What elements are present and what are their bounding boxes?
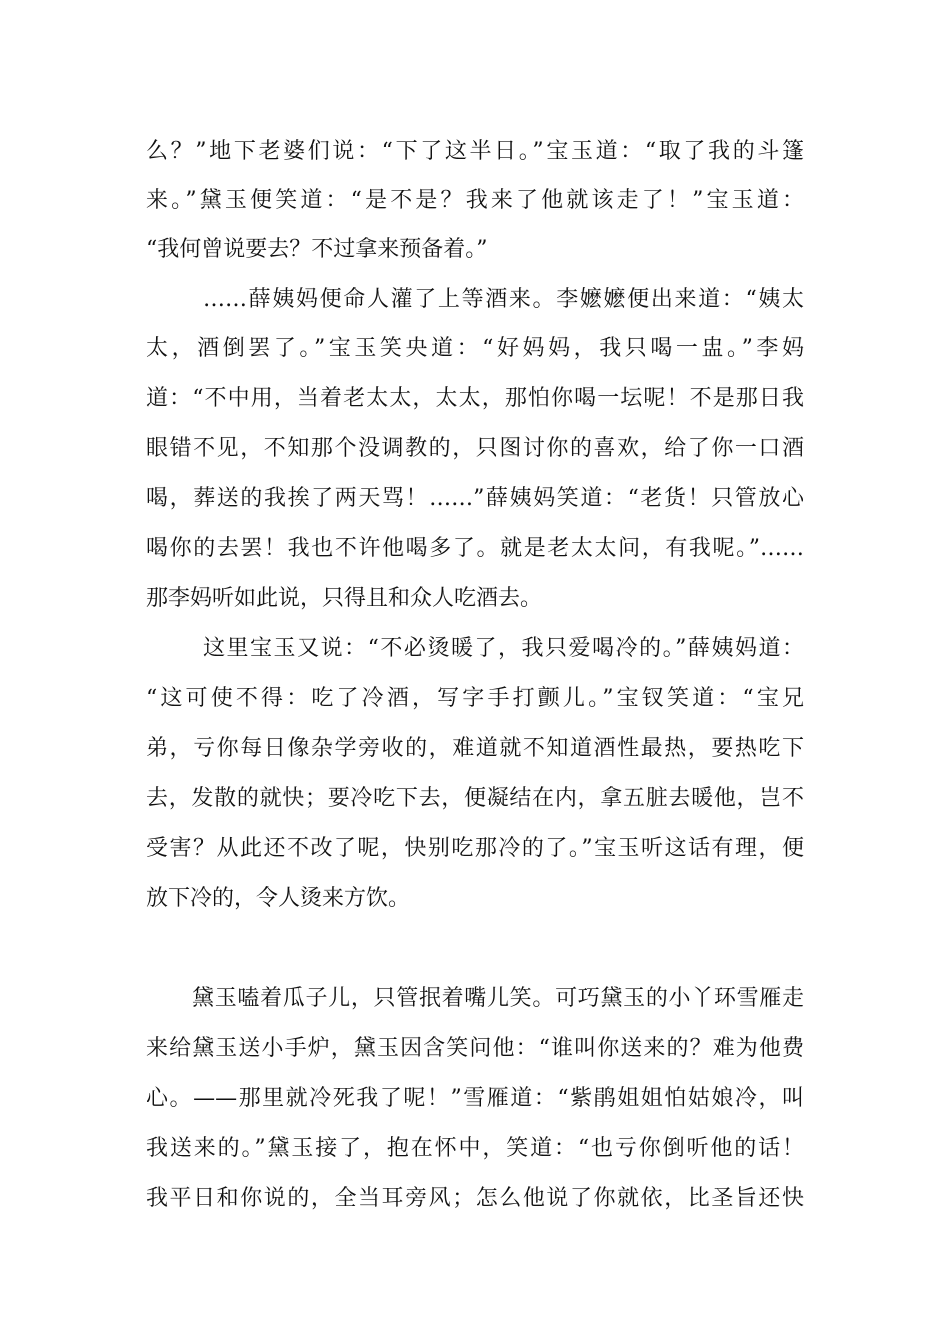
paragraph-2-line-6: 喝你的去罢！我也不许他喝多了。就是老太太问，有我呢。”…… bbox=[146, 536, 804, 561]
paragraph-2-line-1: ……薛姨妈便命人灌了上等酒来。李嬷嬷便出来道：“姨太 bbox=[203, 287, 804, 312]
paragraph-2-line-4: 眼错不见，不知那个没调教的，只图讨你的喜欢，给了你一口酒 bbox=[146, 436, 804, 461]
paragraph-2-line-5: 喝，葬送的我挨了两天骂！……”薛姨妈笑道：“老货！只管放心 bbox=[146, 486, 804, 511]
paragraph-1-line-3: “我何曾说要去？不过拿来预备着。” bbox=[146, 237, 488, 262]
paragraph-1-line-1: 么？”地下老婆们说：“下了这半日。”宝玉道：“取了我的斗篷 bbox=[146, 139, 804, 164]
paragraph-1-line-2: 来。”黛玉便笑道：“是不是？我来了他就该走了！”宝玉道： bbox=[146, 188, 804, 213]
paragraph-2-line-3: 道：“不中用，当着老太太，太太，那怕你喝一坛呢！不是那日我 bbox=[146, 386, 804, 411]
paragraph-4-line-4: 我送来的。”黛玉接了，抱在怀中，笑道：“也亏你倒听他的话！ bbox=[146, 1136, 804, 1161]
paragraph-3-line-2: “这可使不得：吃了冷酒，写字手打颤儿。”宝钗笑道：“宝兄 bbox=[146, 686, 804, 711]
paragraph-4-line-2: 来给黛玉送小手炉，黛玉因含笑问他：“谁叫你送来的？难为他费 bbox=[146, 1036, 804, 1061]
paragraph-4-line-3: 心。——那里就冷死我了呢！”雪雁道：“紫鹃姐姐怕姑娘冷，叫 bbox=[146, 1086, 804, 1111]
paragraph-3-line-6: 放下冷的，令人烫来方饮。 bbox=[146, 886, 411, 911]
paragraph-2-line-2: 太，酒倒罢了。”宝玉笑央道：“好妈妈，我只喝一盅。”李妈 bbox=[146, 336, 804, 361]
paragraph-4-line-1: 黛玉嗑着瓜子儿，只管抿着嘴儿笑。可巧黛玉的小丫环雪雁走 bbox=[192, 986, 804, 1011]
paragraph-3-line-4: 去，发散的就快；要冷吃下去，便凝结在内，拿五脏去暖他，岂不 bbox=[146, 786, 804, 811]
paragraph-3-line-5: 受害？从此还不改了呢，快别吃那冷的了。”宝玉听这话有理，便 bbox=[146, 836, 804, 861]
paragraph-3-line-3: 弟，亏你每日像杂学旁收的，难道就不知道酒性最热，要热吃下 bbox=[146, 736, 804, 761]
paragraph-4-line-5: 我平日和你说的，全当耳旁风；怎么他说了你就依，比圣旨还快 bbox=[146, 1186, 804, 1211]
paragraph-3-line-1: 这里宝玉又说：“不必烫暖了，我只爱喝冷的。”薛姨妈道： bbox=[203, 636, 804, 661]
paragraph-2-line-7: 那李妈听如此说，只得且和众人吃酒去。 bbox=[146, 586, 543, 611]
